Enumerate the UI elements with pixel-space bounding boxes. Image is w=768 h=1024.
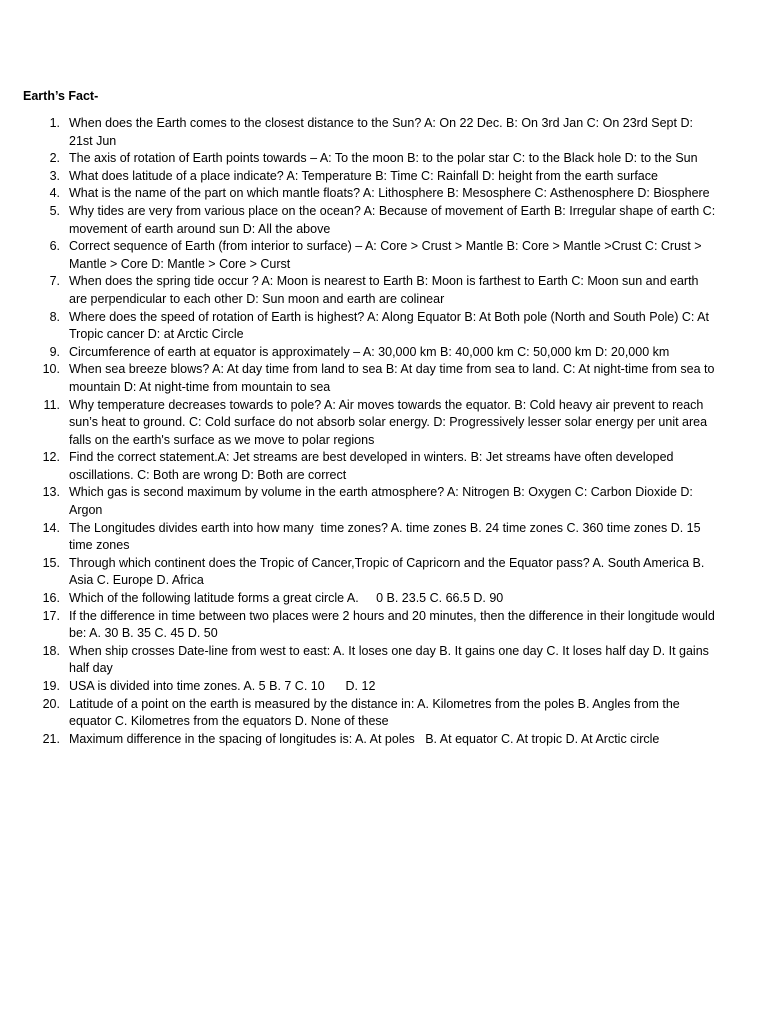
question-item: [0, 590, 768, 608]
question-text: Maximum difference in the spacing of longitudes is: A. At poles B. At equator C. At tropic D. At Arctic circle: [69, 731, 660, 746]
question-number: 6.: [49, 239, 60, 254]
question-number: 20.: [42, 696, 60, 711]
question-text: When ship crosses Date-line from west to east: A. It loses one day B. It gains one day C. It loses half day D. It gains half day: [69, 643, 713, 676]
question-text: Latitude of a point on the earth is measured by the distance in: A. Kilometres from the poles B. Angles from the equator C. Kilometres from the equators D. None of these: [69, 696, 684, 729]
question-item: [0, 150, 768, 168]
question-text: Which gas is second maximum by volume in the earth atmosphere? A: Nitrogen B: Oxygen C: Carbon Dioxide D: Argon: [69, 485, 696, 518]
question-text: Which of the following latitude forms a great circle A. 0 B. 23.5 C. 66.5 D. 90: [69, 591, 504, 606]
question-number: 1.: [49, 116, 60, 130]
question-item: [0, 344, 768, 362]
question-text: USA is divided into time zones. A. 5 B. 7 C. 10 D. 12: [69, 679, 376, 693]
document-title: Earth’s Fact-: [23, 89, 99, 103]
question-text: Correct sequence of Earth (from interior to surface) – A: Core > Crust > Mantle B: Core > Mantle >Crust C: Crust > Mantle > Core D: Mantle > Core > Curst: [69, 239, 706, 271]
question-item: [0, 203, 768, 238]
question-number: 7.: [49, 274, 60, 289]
question-text: The axis of rotation of Earth points towards – A: To the moon B: to the polar star C: to the Black hole D: to the Sun: [69, 151, 698, 166]
question-item: [0, 361, 768, 396]
question-text: When sea breeze blows? A: At day time from land to sea B: At day time from sea to land. C: At night-time from sea to mountain D: At night-time from mountain to sea: [69, 362, 718, 394]
question-text: What is the name of the part on which mantle floats? A: Lithosphere B: Mesosphere C: Asthenosphere D: Biosphere: [69, 186, 710, 201]
question-number: 21.: [42, 731, 60, 746]
question-item: [0, 643, 768, 678]
question-text: Why tides are very from various place on the ocean? A: Because of movement of Earth B: Irregular shape of earth C: movement of earth around sun D: All the above: [69, 203, 719, 236]
question-text: Through which continent does the Tropic of Cancer,Tropic of Capricorn and the Equator pass? A. South America B. Asia C. Europe D. Africa: [69, 555, 708, 588]
question-number: 3.: [49, 168, 60, 183]
question-text: When does the spring tide occur ? A: Moon is nearest to Earth B: Moon is farthest to Earth C: Moon sun and earth are perpendicular to each other D: Sun moon and earth are colinear: [69, 274, 702, 306]
question-item: [0, 731, 768, 749]
question-number: 5.: [49, 203, 60, 218]
question-number: 16.: [42, 591, 60, 606]
question-item: [0, 309, 768, 344]
question-number: 2.: [49, 151, 60, 166]
question-text: Why temperature decreases towards to pole? A: Air moves towards the equator. B: Cold heavy air prevent to reach sun’s heat to ground. C: Cold surface do not absorb solar energy. D: Progressively lesser solar energy per unit area falls on the earth's surface as we move to polar regions: [69, 397, 711, 447]
question-number: 15.: [42, 555, 60, 570]
question-number: 4.: [49, 186, 60, 201]
question-item: [0, 678, 768, 696]
question-text: If the difference in time between two places were 2 hours and 20 minutes, then the difference in their longitude would be: A. 30 B. 35 C. 45 D. 50: [69, 608, 719, 641]
question-item: [0, 484, 768, 519]
question-item: [0, 273, 768, 308]
question-text: The Longitudes divides earth into how many time zones? A. time zones B. 24 time zones C. 360 time zones D. 15 time zones: [69, 520, 705, 553]
question-number: 8.: [49, 309, 60, 324]
question-number: 18.: [42, 643, 60, 658]
question-number: 19.: [42, 679, 60, 693]
question-number: 11.: [43, 397, 60, 412]
question-item: [0, 238, 768, 273]
question-item: [0, 397, 768, 450]
question-number: 14.: [42, 520, 60, 535]
question-list: [0, 115, 768, 748]
question-number: 12.: [42, 450, 60, 465]
question-item: [0, 185, 768, 203]
question-text: When does the Earth comes to the closest distance to the Sun? A: On 22 Dec. B: On 3rd Jan C: On 23rd Sept D: 21st Jun: [69, 116, 697, 148]
question-item: [0, 115, 768, 150]
question-text: What does latitude of a place indicate? A: Temperature B: Time C: Rainfall D: height from the earth surface: [69, 168, 658, 183]
question-item: [0, 449, 768, 484]
question-item: [0, 168, 768, 186]
question-item: [0, 696, 768, 731]
question-item: [0, 555, 768, 590]
question-item: [0, 608, 768, 643]
question-text: Circumference of earth at equator is approximately – A: 30,000 km B: 40,000 km C: 50,000 km D: 20,000 km: [69, 344, 670, 359]
question-number: 13.: [42, 485, 60, 500]
question-text: Find the correct statement.A: Jet streams are best developed in winters. B: Jet streams have often developed oscillations. C: Both are wrong D: Both are correct: [69, 450, 677, 482]
question-text: Where does the speed of rotation of Earth is highest? A: Along Equator B: At Both pole (North and South Pole) C: At Tropic cancer D: at Arctic Circle: [69, 309, 713, 342]
question-number: 17.: [42, 608, 60, 623]
question-number: 9.: [49, 344, 60, 359]
question-item: [0, 520, 768, 555]
question-number: 10.: [42, 362, 60, 377]
